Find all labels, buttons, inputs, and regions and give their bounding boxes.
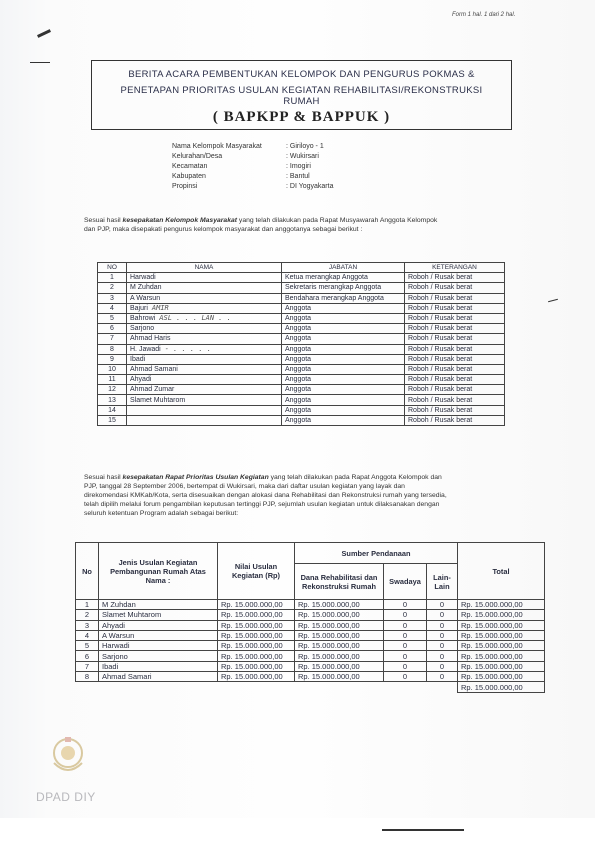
priority-no: 5 (76, 641, 99, 651)
col-header-lain: Lain-Lain (427, 564, 458, 600)
priority-extra-total-row (76, 682, 545, 692)
member-no: 9 (98, 354, 127, 364)
member-note: Roboh / Rusak berat (405, 303, 505, 313)
member-name-cell (127, 415, 282, 425)
title-line-1: BERITA ACARA PEMBENTUKAN KELOMPOK DAN PENGURUS POKMAS & (128, 69, 475, 80)
priority-total: Rp. 15.000.000,00 (458, 672, 545, 682)
member-note: Roboh / Rusak berat (405, 385, 505, 395)
para-line: dan PJP, maka disepakati pengurus kelompok masyarakat dan anggotanya sebagai berikut : (84, 226, 363, 233)
member-name: Slamet Muhtarom (130, 396, 186, 404)
priority-total: Rp. 15.000.000,00 (458, 651, 545, 661)
priority-row (76, 672, 545, 682)
priority-name: M Zuhdan (99, 600, 218, 610)
priority-no: 3 (76, 620, 99, 630)
priority-lain: 0 (427, 641, 458, 651)
col-header-no: No (76, 543, 99, 600)
member-note: Roboh / Rusak berat (405, 344, 505, 354)
member-position: Anggota (282, 415, 405, 425)
priority-table-body (76, 600, 545, 693)
member-name-cell (127, 405, 282, 415)
priority-name: Ahmad Samari (99, 672, 218, 682)
priority-value: Rp. 15.000.000,00 (218, 661, 295, 671)
priority-value: Rp. 15.000.000,00 (218, 600, 295, 610)
member-row (98, 354, 505, 364)
handwritten-annotation: - . . . . . (164, 344, 212, 353)
priority-swadaya: 0 (384, 630, 427, 640)
priority-name: A Warsun (99, 630, 218, 640)
col-header-no: NO (98, 263, 127, 273)
pen-mark (30, 62, 50, 63)
member-row (98, 385, 505, 395)
title-box (91, 60, 512, 130)
priority-no: 4 (76, 630, 99, 640)
member-row (98, 344, 505, 354)
member-no: 12 (98, 385, 127, 395)
empty-cell (76, 682, 458, 692)
priority-table-header-1 (76, 543, 545, 564)
member-name-cell (127, 334, 282, 344)
member-note: Roboh / Rusak berat (405, 324, 505, 334)
member-name-cell (127, 324, 282, 334)
priority-row (76, 620, 545, 630)
para-text: yang telah dilakukan pada Rapat Musyawarah Anggota Kelompok (237, 217, 438, 224)
member-row (98, 375, 505, 385)
member-note: Roboh / Rusak berat (405, 364, 505, 374)
priority-total: Rp. 15.000.000,00 (458, 620, 545, 630)
member-name-cell (127, 293, 282, 303)
member-note: Roboh / Rusak berat (405, 395, 505, 405)
member-row (98, 324, 505, 334)
agreement-paragraph-1 (84, 216, 524, 234)
member-note: Roboh / Rusak berat (405, 334, 505, 344)
member-name: Ahmad Zumar (130, 386, 175, 394)
member-no: 7 (98, 334, 127, 344)
document-title-acronym: ( BAPKPP & BAPPUK ) (212, 109, 391, 125)
member-row (98, 395, 505, 405)
member-position: Anggota (282, 405, 405, 415)
yogyakarta-emblem-watermark (48, 733, 88, 779)
member-no: 15 (98, 415, 127, 425)
member-row (98, 415, 505, 425)
priority-swadaya: 0 (384, 651, 427, 661)
handwritten-annotation: ASL . . . LAN . . (159, 314, 231, 323)
member-name-cell (127, 273, 282, 283)
priority-no: 7 (76, 661, 99, 671)
col-header-nama: NAMA (127, 263, 282, 273)
member-row (98, 334, 505, 344)
member-position: Anggota (282, 303, 405, 313)
info-value: : DI Yogyakarta (286, 183, 334, 190)
info-label: Kelurahan/Desa (172, 153, 223, 160)
col-header-swadaya: Swadaya (384, 564, 427, 600)
group-info (172, 142, 333, 192)
member-no: 2 (98, 283, 127, 293)
member-name-cell (127, 375, 282, 385)
member-position: Anggota (282, 344, 405, 354)
member-position: Anggota (282, 324, 405, 334)
member-name-cell (127, 385, 282, 395)
col-header-nilai: Nilai Usulan Kegiatan (Rp) (218, 543, 295, 600)
para-line (84, 216, 524, 225)
member-row (98, 293, 505, 303)
member-position: Anggota (282, 354, 405, 364)
priority-fund: Rp. 15.000.000,00 (295, 630, 384, 640)
member-note: Roboh / Rusak berat (405, 313, 505, 323)
member-name-cell (127, 283, 282, 293)
member-name: M Zuhdan (130, 284, 162, 292)
priority-row (76, 661, 545, 671)
priority-fund: Rp. 15.000.000,00 (295, 661, 384, 671)
priority-lain: 0 (427, 672, 458, 682)
title-line-2: PENETAPAN PRIORITAS USULAN KEGIATAN REHABILITASI/REKONSTRUKSI (120, 85, 483, 96)
member-name: H. Jawadi (130, 345, 161, 353)
member-no: 6 (98, 324, 127, 334)
member-no: 10 (98, 364, 127, 374)
priority-total: Rp. 15.000.000,00 (458, 610, 545, 620)
priority-row (76, 630, 545, 640)
member-row (98, 313, 505, 323)
member-no: 14 (98, 405, 127, 415)
para-text: Sesuai hasil (84, 217, 123, 224)
member-name: Sarjono (130, 325, 155, 333)
priority-no: 1 (76, 600, 99, 610)
info-value: : Wukirsari (286, 153, 319, 160)
priority-row (76, 651, 545, 661)
para-line: direkomendasi KMKab/Kota, serta disesuaikan dengan alokasi dana Rehabilitasi dan Rekonstruksi rumah yang tersedia, (84, 492, 447, 499)
priority-row (76, 641, 545, 651)
member-name: Ahmad Samani (130, 365, 178, 373)
member-position: Anggota (282, 364, 405, 374)
member-row (98, 273, 505, 283)
member-note: Roboh / Rusak berat (405, 293, 505, 303)
priority-lain: 0 (427, 630, 458, 640)
info-value: : Giriloyo - 1 (286, 143, 324, 150)
priority-swadaya: 0 (384, 672, 427, 682)
priority-fund: Rp. 15.000.000,00 (295, 610, 384, 620)
info-row (172, 152, 333, 162)
priority-swadaya: 0 (384, 641, 427, 651)
member-position: Ketua merangkap Anggota (282, 273, 405, 283)
priority-no: 8 (76, 672, 99, 682)
member-name-cell (127, 303, 282, 313)
priority-value: Rp. 15.000.000,00 (218, 672, 295, 682)
priority-lain: 0 (427, 651, 458, 661)
member-row (98, 405, 505, 415)
info-value: : Bantul (286, 173, 310, 180)
member-position: Anggota (282, 395, 405, 405)
para-line (84, 473, 524, 482)
col-header-sumber: Sumber Pendanaan (295, 543, 458, 564)
member-position: Anggota (282, 385, 405, 395)
para-text: Sesuai hasil (84, 474, 123, 481)
member-no: 1 (98, 273, 127, 283)
members-table-header (98, 263, 505, 273)
member-row (98, 364, 505, 374)
title-line-2b: RUMAH (283, 96, 320, 107)
member-note: Roboh / Rusak berat (405, 273, 505, 283)
priority-name: Harwadi (99, 641, 218, 651)
info-label: Nama Kelompok Masyarakat (172, 143, 262, 150)
member-no: 11 (98, 375, 127, 385)
member-note: Roboh / Rusak berat (405, 354, 505, 364)
priority-no: 6 (76, 651, 99, 661)
priority-total: Rp. 15.000.000,00 (458, 661, 545, 671)
form-page-number: Form 1 hal. 1 dari 2 hal. (452, 12, 516, 18)
priority-lain: 0 (427, 661, 458, 671)
col-header-total: Total (458, 543, 545, 600)
priority-name: Sarjono (99, 651, 218, 661)
info-label: Propinsi (172, 183, 198, 190)
info-row (172, 162, 333, 172)
priority-value: Rp. 15.000.000,00 (218, 641, 295, 651)
watermark-text: DPAD DIY (36, 790, 96, 804)
priority-swadaya: 0 (384, 661, 427, 671)
info-row (172, 172, 333, 182)
page-bottom-band (0, 818, 595, 842)
member-no: 8 (98, 344, 127, 354)
para-line: seluruh ketentuan Program adalah sebagai berikut: (84, 510, 239, 517)
member-name-cell (127, 395, 282, 405)
info-row (172, 182, 333, 192)
priority-swadaya: 0 (384, 620, 427, 630)
priority-lain: 0 (427, 620, 458, 630)
col-header-jabatan: JABATAN (282, 263, 405, 273)
member-no: 13 (98, 395, 127, 405)
info-value: : Imogiri (286, 163, 311, 170)
member-name: Harwadi (130, 274, 156, 282)
priority-table (75, 542, 545, 693)
priority-name: Slamet Muhtarom (99, 610, 218, 620)
member-position: Anggota (282, 375, 405, 385)
members-table-body (98, 273, 505, 426)
member-note: Roboh / Rusak berat (405, 375, 505, 385)
priority-lain: 0 (427, 600, 458, 610)
agreement-paragraph-2 (84, 473, 524, 518)
para-line: telah dipilih melalui forum pengambilan keputusan tertinggi PJP, sejumlah usulan kegiatan untuk dilaksanakan dengan (84, 501, 440, 508)
member-no: 3 (98, 293, 127, 303)
priority-value: Rp. 15.000.000,00 (218, 651, 295, 661)
priority-no: 2 (76, 610, 99, 620)
para-text: yang telah dilakukan pada Rapat Anggota Kelompok dan (268, 474, 442, 481)
priority-name: Ibadi (99, 661, 218, 671)
member-position: Bendahara merangkap Anggota (282, 293, 405, 303)
member-name-cell (127, 313, 282, 323)
priority-fund: Rp. 15.000.000,00 (295, 651, 384, 661)
priority-fund: Rp. 15.000.000,00 (295, 620, 384, 630)
priority-total: Rp. 15.000.000,00 (458, 641, 545, 651)
member-position: Anggota (282, 334, 405, 344)
para-emphasis: kesepakatan Kelompok Masyarakat (122, 217, 238, 224)
priority-name: Ahyadi (99, 620, 218, 630)
member-name-cell (127, 354, 282, 364)
col-header-dana: Dana Rehabilitasi dan Rekonstruksi Rumah (295, 564, 384, 600)
members-table (97, 262, 505, 426)
priority-row (76, 600, 545, 610)
info-label: Kabupaten (172, 173, 206, 180)
member-name: Ahmad Haris (130, 335, 171, 343)
member-row (98, 283, 505, 293)
member-no: 4 (98, 303, 127, 313)
member-name: A Warsun (130, 294, 161, 302)
col-header-jenis: Jenis Usulan Kegiatan Pembangunan Rumah Atas Nama : (99, 543, 218, 600)
priority-value: Rp. 15.000.000,00 (218, 630, 295, 640)
priority-fund: Rp. 15.000.000,00 (295, 641, 384, 651)
priority-total: Rp. 15.000.000,00 (458, 600, 545, 610)
member-name: Ibadi (130, 355, 146, 363)
col-header-keterangan: KETERANGAN (405, 263, 505, 273)
member-name-cell (127, 344, 282, 354)
para-emphasis: kesepakatan Rapat Prioritas Usulan Kegiatan (122, 474, 269, 481)
priority-swadaya: 0 (384, 600, 427, 610)
priority-value: Rp. 15.000.000,00 (218, 620, 295, 630)
priority-extra-total: Rp. 15.000.000,00 (458, 682, 545, 692)
member-note: Roboh / Rusak berat (405, 283, 505, 293)
priority-total: Rp. 15.000.000,00 (458, 630, 545, 640)
priority-fund: Rp. 15.000.000,00 (295, 672, 384, 682)
member-name: Ahyadi (130, 376, 152, 384)
priority-row (76, 610, 545, 620)
priority-lain: 0 (427, 610, 458, 620)
priority-fund: Rp. 15.000.000,00 (295, 600, 384, 610)
member-note: Roboh / Rusak berat (405, 405, 505, 415)
member-name: Bahrowi (130, 315, 156, 323)
handwritten-annotation: AMIR (151, 303, 169, 312)
member-name: Bajuri (130, 304, 148, 312)
footer-line-mark (382, 829, 464, 831)
para-line: PJP, tanggal 28 September 2006, bertempat di Wukirsari, maka dari daftar usulan kegiatan yang layak dan (84, 483, 405, 490)
priority-swadaya: 0 (384, 610, 427, 620)
member-no: 5 (98, 313, 127, 323)
member-name-cell (127, 364, 282, 374)
info-row (172, 142, 333, 152)
member-note: Roboh / Rusak berat (405, 415, 505, 425)
member-position: Sekretaris merangkap Anggota (282, 283, 405, 293)
member-position: Anggota (282, 313, 405, 323)
info-label: Kecamatan (172, 163, 208, 170)
priority-value: Rp. 15.000.000,00 (218, 610, 295, 620)
member-row (98, 303, 505, 313)
